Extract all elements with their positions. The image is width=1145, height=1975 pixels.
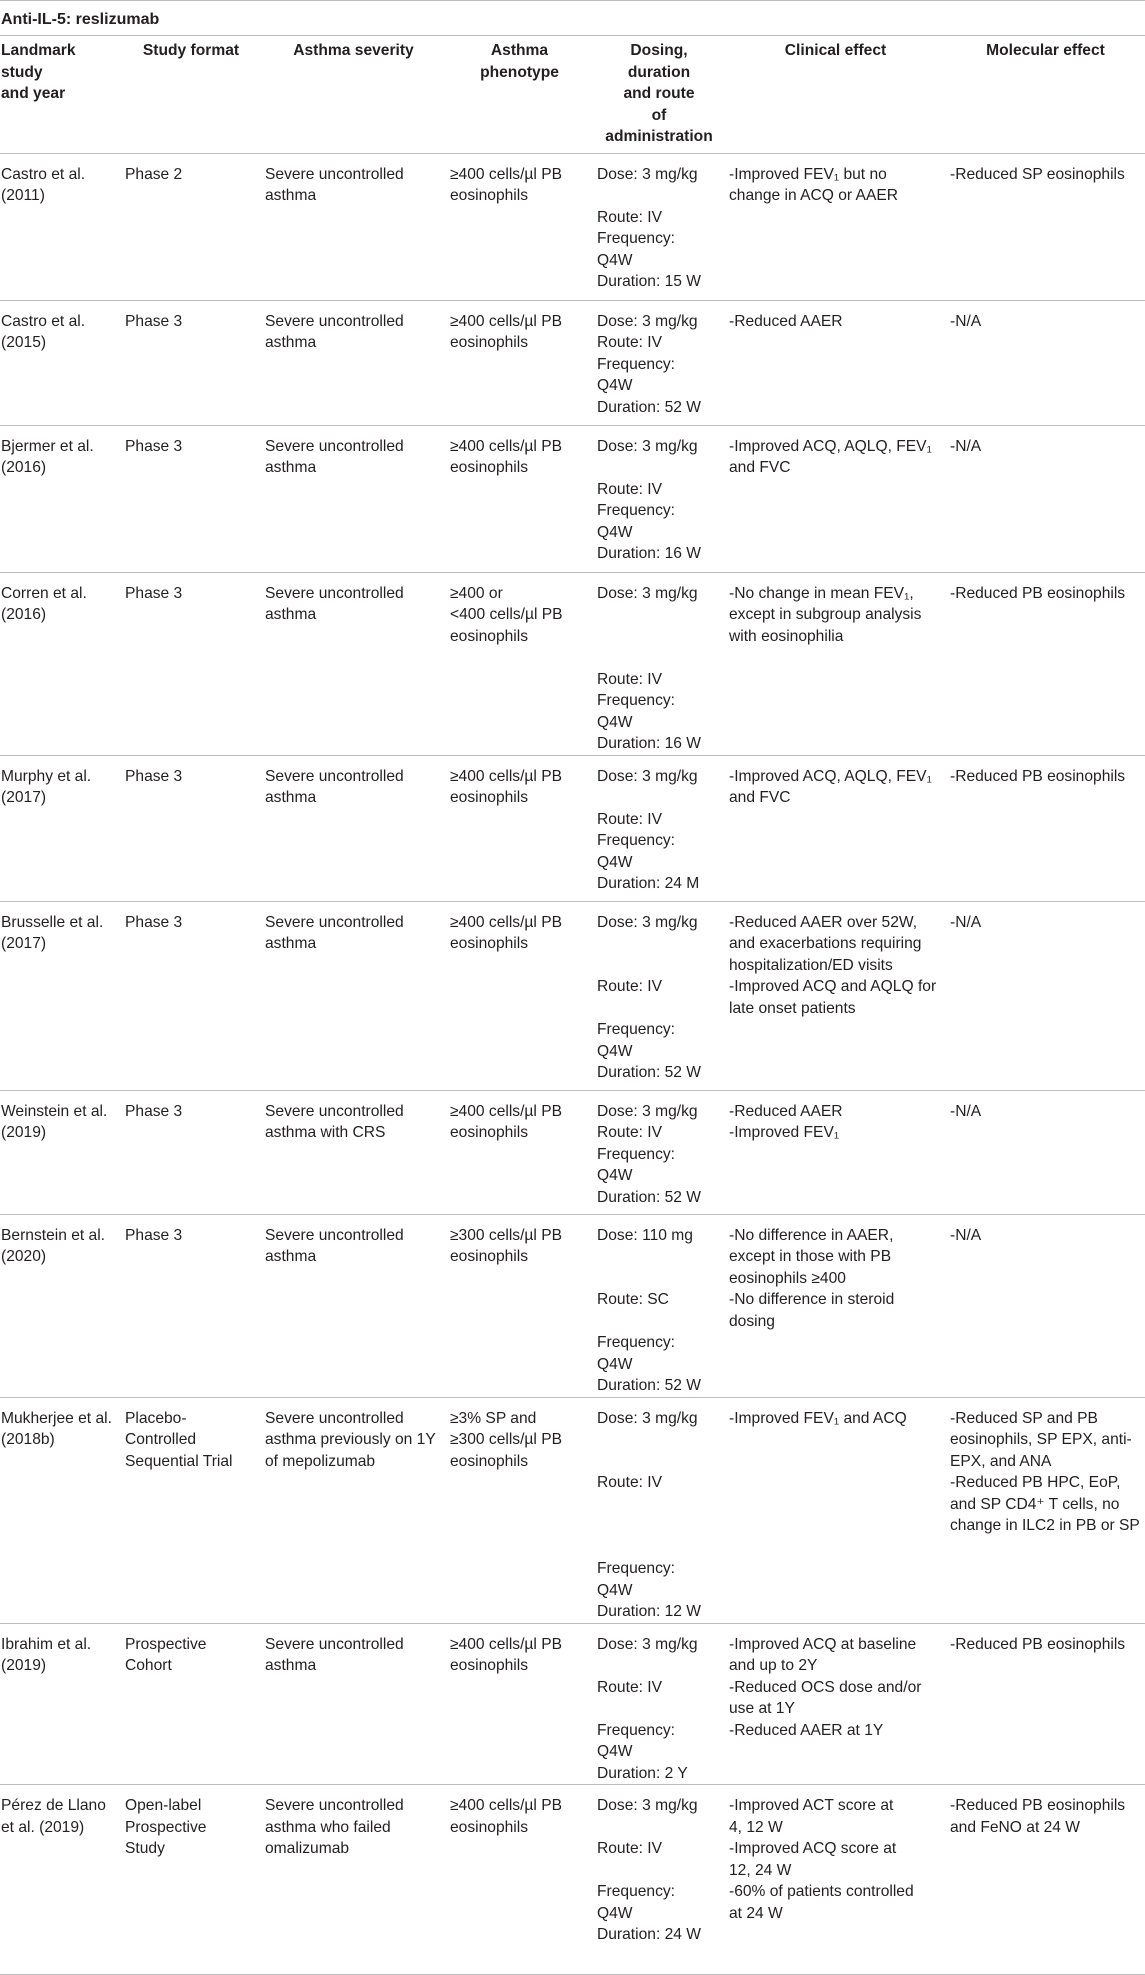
- header-asthma-phenotype: Asthma phenotype: [446, 36, 593, 153]
- dosing-line: [597, 185, 721, 207]
- dosing-line: [597, 647, 721, 669]
- study-cell: [0, 1623, 121, 1785]
- study-text: Corren et al. (2016): [1, 584, 87, 623]
- molecular-effect-cell: [946, 1090, 1145, 1214]
- phenotype-cell: [446, 901, 593, 1090]
- dosing-line: Dose: 3 mg/kg: [597, 1102, 698, 1120]
- dosing-line: Duration: 52 W: [597, 398, 702, 416]
- molecular-effect-text: -Reduced PB eosinophils: [950, 1635, 1126, 1653]
- study-cell: [0, 153, 121, 300]
- molecular-effect-cell: [946, 1214, 1145, 1397]
- severity-cell: [261, 755, 446, 901]
- dosing-line: [597, 955, 721, 977]
- header-dosing: Dosing, duration and route of administration: [593, 36, 725, 153]
- table-row: [0, 300, 1145, 425]
- dosing-line: [597, 1698, 721, 1720]
- phenotype-cell: [446, 1397, 593, 1623]
- severity-text: Severe uncontrolled asthma: [265, 312, 404, 351]
- molecular-effect-text: -Reduced PB eosinophils: [950, 767, 1126, 785]
- dosing-line: [597, 998, 721, 1020]
- dosing-line: Route: IV: [597, 810, 663, 828]
- study-cell: [0, 1785, 121, 1975]
- dosing-line: Dose: 3 mg/kg: [597, 165, 698, 183]
- format-text: Phase 3: [125, 767, 183, 785]
- dosing-cell: [593, 1785, 725, 1975]
- severity-cell: [261, 425, 446, 572]
- molecular-effect-text: -N/A: [950, 1102, 982, 1120]
- phenotype-text: ≥400 cells/µl PB eosinophils: [450, 1102, 563, 1141]
- severity-text: Severe uncontrolled asthma: [265, 913, 404, 952]
- clinical-effect-text: -Improved ACQ at baseline and up to 2Y -Reduced OCS dose and/or use at 1Y -Reduced AAER at 1Y: [729, 1635, 922, 1739]
- format-cell: [121, 425, 261, 572]
- dosing-cell: [593, 755, 725, 901]
- format-text: Phase 3: [125, 1102, 183, 1120]
- study-text: Weinstein et al. (2019): [1, 1102, 108, 1141]
- phenotype-text: ≥400 cells/µl PB eosinophils: [450, 767, 563, 806]
- dosing-line: Frequency: Q4W: [597, 832, 676, 871]
- dosing-line: Route: IV: [597, 1840, 663, 1857]
- format-cell: [121, 153, 261, 300]
- table-row: [0, 1090, 1145, 1214]
- table-row: [0, 1397, 1145, 1623]
- phenotype-text: ≥400 cells/µl PB eosinophils: [450, 913, 563, 952]
- study-text: Pérez de Llano et al. (2019): [1, 1797, 106, 1836]
- dosing-line: [597, 1246, 721, 1268]
- study-cell: [0, 425, 121, 572]
- severity-cell: [261, 1785, 446, 1975]
- dosing-line: [597, 1311, 721, 1333]
- clinical-effect-cell: [725, 300, 946, 425]
- dosing-line: Dose: 3 mg/kg: [597, 584, 698, 602]
- severity-cell: [261, 153, 446, 300]
- clinical-effect-cell: [725, 153, 946, 300]
- severity-text: Severe uncontrolled asthma who failed omalizumab: [265, 1797, 404, 1857]
- clinical-effect-cell: [725, 1090, 946, 1214]
- phenotype-text: ≥400 or <400 cells/µl PB eosinophils: [450, 584, 563, 645]
- clinical-effect-text: -No change in mean FEV₁, except in subgroup analysis with eosinophilia: [729, 584, 922, 645]
- format-cell: [121, 1623, 261, 1785]
- dosing-line: [597, 626, 721, 648]
- phenotype-text: ≥400 cells/µl PB eosinophils: [450, 312, 563, 351]
- dosing-line: Route: IV: [597, 670, 663, 688]
- format-cell: [121, 1785, 261, 1975]
- molecular-effect-cell: [946, 153, 1145, 300]
- dosing-line: Duration: 15 W: [597, 273, 702, 290]
- study-text: Murphy et al. (2017): [1, 767, 92, 806]
- dosing-line: Duration: 52 W: [597, 1188, 702, 1206]
- format-cell: [121, 755, 261, 901]
- severity-cell: [261, 901, 446, 1090]
- phenotype-cell: [446, 1090, 593, 1214]
- dosing-line: Duration: 24 W: [597, 1926, 702, 1943]
- format-text: Placebo- Controlled Sequential Trial: [125, 1409, 233, 1470]
- study-cell: [0, 572, 121, 755]
- dosing-cell: [593, 1623, 725, 1785]
- clinical-effect-cell: [725, 1397, 946, 1623]
- molecular-effect-text: -Reduced SP eosinophils: [950, 165, 1125, 183]
- molecular-effect-text: -Reduced PB eosinophils: [950, 584, 1126, 602]
- dosing-cell: [593, 572, 725, 755]
- clinical-effect-cell: [725, 1623, 946, 1785]
- molecular-effect-cell: [946, 1785, 1145, 1975]
- molecular-effect-text: -Reduced PB eosinophils and FeNO at 24 W: [950, 1797, 1126, 1836]
- header-study-format: Study format: [121, 36, 261, 153]
- dosing-line: [597, 787, 721, 809]
- molecular-effect-cell: [946, 572, 1145, 755]
- format-cell: [121, 901, 261, 1090]
- clinical-effect-text: -Reduced AAER over 52W, and exacerbations requiring hospitalization/ED visits -Improved ACQ and AQLQ for late onset patients: [729, 913, 937, 1017]
- clinical-effect-cell: [725, 425, 946, 572]
- severity-text: Severe uncontrolled asthma: [265, 1635, 404, 1674]
- dosing-line: Duration: 52 W: [597, 1064, 702, 1081]
- format-text: Phase 3: [125, 584, 183, 602]
- phenotype-text: ≥3% SP and ≥300 cells/µl PB eosinophils: [450, 1409, 563, 1470]
- molecular-effect-text: -N/A: [950, 913, 982, 931]
- clinical-effect-text: -No difference in AAER, except in those with PB eosinophils ≥400 -No difference in steroid dosing: [729, 1226, 895, 1330]
- dosing-line: [597, 1860, 721, 1882]
- dosing-line: [597, 1537, 721, 1559]
- phenotype-text: ≥400 cells/µl PB eosinophils: [450, 437, 563, 476]
- severity-text: Severe uncontrolled asthma: [265, 165, 404, 204]
- dosing-line: Route: IV: [597, 1124, 663, 1141]
- clinical-effect-cell: [725, 1214, 946, 1397]
- phenotype-cell: [446, 1623, 593, 1785]
- study-cell: [0, 755, 121, 901]
- clinical-effect-text: -Improved FEV₁ and ACQ: [729, 1409, 907, 1427]
- severity-cell: [261, 1090, 446, 1214]
- study-text: Bernstein et al. (2020): [1, 1226, 106, 1265]
- phenotype-cell: [446, 572, 593, 755]
- dosing-line: [597, 604, 721, 626]
- dosing-line: Frequency: Q4W: [597, 1145, 676, 1184]
- clinical-effect-text: -Improved ACQ, AQLQ, FEV₁ and FVC: [729, 437, 932, 476]
- dosing-line: Dose: 3 mg/kg: [597, 312, 698, 330]
- severity-cell: [261, 1397, 446, 1623]
- dosing-line: [597, 933, 721, 955]
- dosing-line: Route: IV: [597, 978, 663, 995]
- clinical-effect-text: -Improved ACQ, AQLQ, FEV₁ and FVC: [729, 767, 932, 806]
- dosing-line: Dose: 3 mg/kg: [597, 1635, 698, 1653]
- dosing-cell: [593, 153, 725, 300]
- dosing-line: Route: IV: [597, 334, 663, 351]
- dosing-line: Frequency: Q4W: [597, 502, 676, 541]
- dosing-line: Route: IV: [597, 1678, 663, 1696]
- format-text: Phase 3: [125, 312, 183, 330]
- dosing-line: Dose: 3 mg/kg: [597, 1797, 698, 1814]
- table-row: [0, 572, 1145, 755]
- severity-text: Severe uncontrolled asthma with CRS: [265, 1102, 404, 1141]
- dosing-line: Route: IV: [597, 480, 663, 498]
- severity-text: Severe uncontrolled asthma: [265, 584, 404, 623]
- molecular-effect-text: -N/A: [950, 437, 982, 455]
- table-row: [0, 1623, 1145, 1785]
- clinical-effect-text: -Reduced AAER -Improved FEV₁: [729, 1102, 843, 1141]
- molecular-effect-text: -N/A: [950, 312, 982, 330]
- format-cell: [121, 572, 261, 755]
- table-title: Anti-IL-5: reslizumab: [0, 0, 1145, 36]
- table-row: [0, 755, 1145, 901]
- phenotype-text: ≥400 cells/µl PB eosinophils: [450, 1635, 563, 1674]
- dosing-line: Route: IV: [597, 1474, 663, 1491]
- dosing-line: Duration: 16 W: [597, 545, 702, 562]
- dosing-line: Duration: 24 M: [597, 875, 700, 892]
- dosing-cell: [593, 300, 725, 425]
- format-text: Phase 3: [125, 437, 183, 455]
- severity-cell: [261, 1623, 446, 1785]
- dosing-cell: [593, 901, 725, 1090]
- study-text: Bjermer et al. (2016): [1, 437, 94, 476]
- phenotype-cell: [446, 1214, 593, 1397]
- phenotype-cell: [446, 755, 593, 901]
- dosing-line: Duration: 2 Y: [597, 1764, 688, 1782]
- dosing-line: Frequency: Q4W: [597, 1334, 676, 1373]
- study-text: Ibrahim et al. (2019): [1, 1635, 92, 1674]
- dosing-line: [597, 1515, 721, 1537]
- dosing-cell: [593, 425, 725, 572]
- phenotype-text: ≥400 cells/µl PB eosinophils: [450, 165, 563, 204]
- dosing-line: [597, 1494, 721, 1516]
- table-row: [0, 1214, 1145, 1397]
- clinical-effect-text: -Improved FEV₁ but no change in ACQ or AAER: [729, 165, 899, 204]
- molecular-effect-cell: [946, 755, 1145, 901]
- phenotype-cell: [446, 425, 593, 572]
- dosing-line: Frequency: Q4W: [597, 1883, 676, 1922]
- study-text: Brusselle et al. (2017): [1, 913, 104, 952]
- clinical-effect-cell: [725, 572, 946, 755]
- table-row: [0, 153, 1145, 300]
- format-text: Phase 3: [125, 913, 183, 931]
- severity-cell: [261, 572, 446, 755]
- table-row: [0, 1785, 1145, 1975]
- dosing-line: Frequency: Q4W: [597, 692, 676, 731]
- header-clinical-effect: Clinical effect: [725, 36, 946, 153]
- study-cell: [0, 1090, 121, 1214]
- dosing-line: Frequency: Q4W: [597, 1560, 676, 1599]
- format-text: Prospective Cohort: [125, 1635, 207, 1674]
- phenotype-cell: [446, 153, 593, 300]
- severity-text: Severe uncontrolled asthma previously on 1Y of mepolizumab: [265, 1409, 436, 1470]
- dosing-line: [597, 1268, 721, 1290]
- phenotype-cell: [446, 300, 593, 425]
- study-text: Castro et al. (2011): [1, 165, 86, 204]
- dosing-line: Frequency: Q4W: [597, 1021, 676, 1060]
- molecular-effect-cell: [946, 425, 1145, 572]
- table-header-row: [0, 36, 1145, 153]
- dosing-cell: [593, 1214, 725, 1397]
- clinical-effect-cell: [725, 755, 946, 901]
- severity-cell: [261, 1214, 446, 1397]
- format-text: Open-label Prospective Study: [125, 1797, 207, 1857]
- dosing-line: Route: IV: [597, 208, 663, 226]
- molecular-effect-cell: [946, 1397, 1145, 1623]
- study-text: Mukherjee et al. (2018b): [1, 1409, 112, 1448]
- molecular-effect-text: -Reduced SP and PB eosinophils, SP EPX, anti- EPX, and ANA -Reduced PB HPC, EoP, and SP CD4⁺ T cells, no change in ILC2 in PB or SP: [950, 1409, 1140, 1534]
- clinical-effect-text: -Reduced AAER: [729, 312, 843, 330]
- dosing-line: Route: SC: [597, 1291, 669, 1308]
- clinical-effect-cell: [725, 1785, 946, 1975]
- format-cell: [121, 1214, 261, 1397]
- molecular-effect-text: -N/A: [950, 1226, 982, 1244]
- format-text: Phase 3: [125, 1226, 183, 1244]
- dosing-line: Dose: 3 mg/kg: [597, 913, 698, 931]
- clinical-effect-text: -Improved ACT score at 4, 12 W -Improved ACQ score at 12, 24 W -60% of patients controlled at 24 W: [729, 1797, 914, 1922]
- dosing-line: Frequency: Q4W: [597, 1721, 676, 1760]
- dosing-line: Dose: 3 mg/kg: [597, 1409, 698, 1427]
- dosing-line: Duration: 12 W: [597, 1603, 702, 1620]
- header-landmark-study: Landmark study and year: [0, 36, 121, 153]
- dosing-cell: [593, 1090, 725, 1214]
- phenotype-text: ≥300 cells/µl PB eosinophils: [450, 1226, 563, 1265]
- phenotype-text: ≥400 cells/µl PB eosinophils: [450, 1797, 563, 1836]
- dosing-line: [597, 1817, 721, 1839]
- format-text: Phase 2: [125, 165, 183, 183]
- molecular-effect-cell: [946, 1623, 1145, 1785]
- header-asthma-severity: Asthma severity: [261, 36, 446, 153]
- format-cell: [121, 1397, 261, 1623]
- format-cell: [121, 300, 261, 425]
- dosing-line: Frequency: Q4W: [597, 230, 676, 269]
- format-cell: [121, 1090, 261, 1214]
- study-text: Castro et al. (2015): [1, 312, 86, 351]
- dosing-cell: [593, 1397, 725, 1623]
- study-cell: [0, 1214, 121, 1397]
- table-row: [0, 425, 1145, 572]
- study-cell: [0, 1397, 121, 1623]
- dosing-line: Dose: 3 mg/kg: [597, 767, 698, 785]
- severity-cell: [261, 300, 446, 425]
- severity-text: Severe uncontrolled asthma: [265, 767, 404, 806]
- clinical-effect-cell: [725, 901, 946, 1090]
- dosing-line: [597, 1429, 721, 1451]
- header-molecular-effect: Molecular effect: [946, 36, 1145, 153]
- study-cell: [0, 901, 121, 1090]
- dosing-line: Dose: 3 mg/kg: [597, 437, 698, 455]
- molecular-effect-cell: [946, 901, 1145, 1090]
- dosing-line: Duration: 52 W: [597, 1377, 702, 1394]
- dosing-line: Frequency: Q4W: [597, 355, 676, 394]
- severity-text: Severe uncontrolled asthma: [265, 1226, 404, 1265]
- phenotype-cell: [446, 1785, 593, 1975]
- dosing-line: Duration: 16 W: [597, 735, 702, 752]
- dosing-line: Dose: 110 mg: [597, 1226, 693, 1244]
- molecular-effect-cell: [946, 300, 1145, 425]
- dosing-line: [597, 457, 721, 479]
- table-row: [0, 901, 1145, 1090]
- dosing-line: [597, 1451, 721, 1473]
- reslizumab-table: [0, 36, 1145, 1975]
- dosing-line: [597, 1655, 721, 1677]
- severity-text: Severe uncontrolled asthma: [265, 437, 404, 476]
- study-cell: [0, 300, 121, 425]
